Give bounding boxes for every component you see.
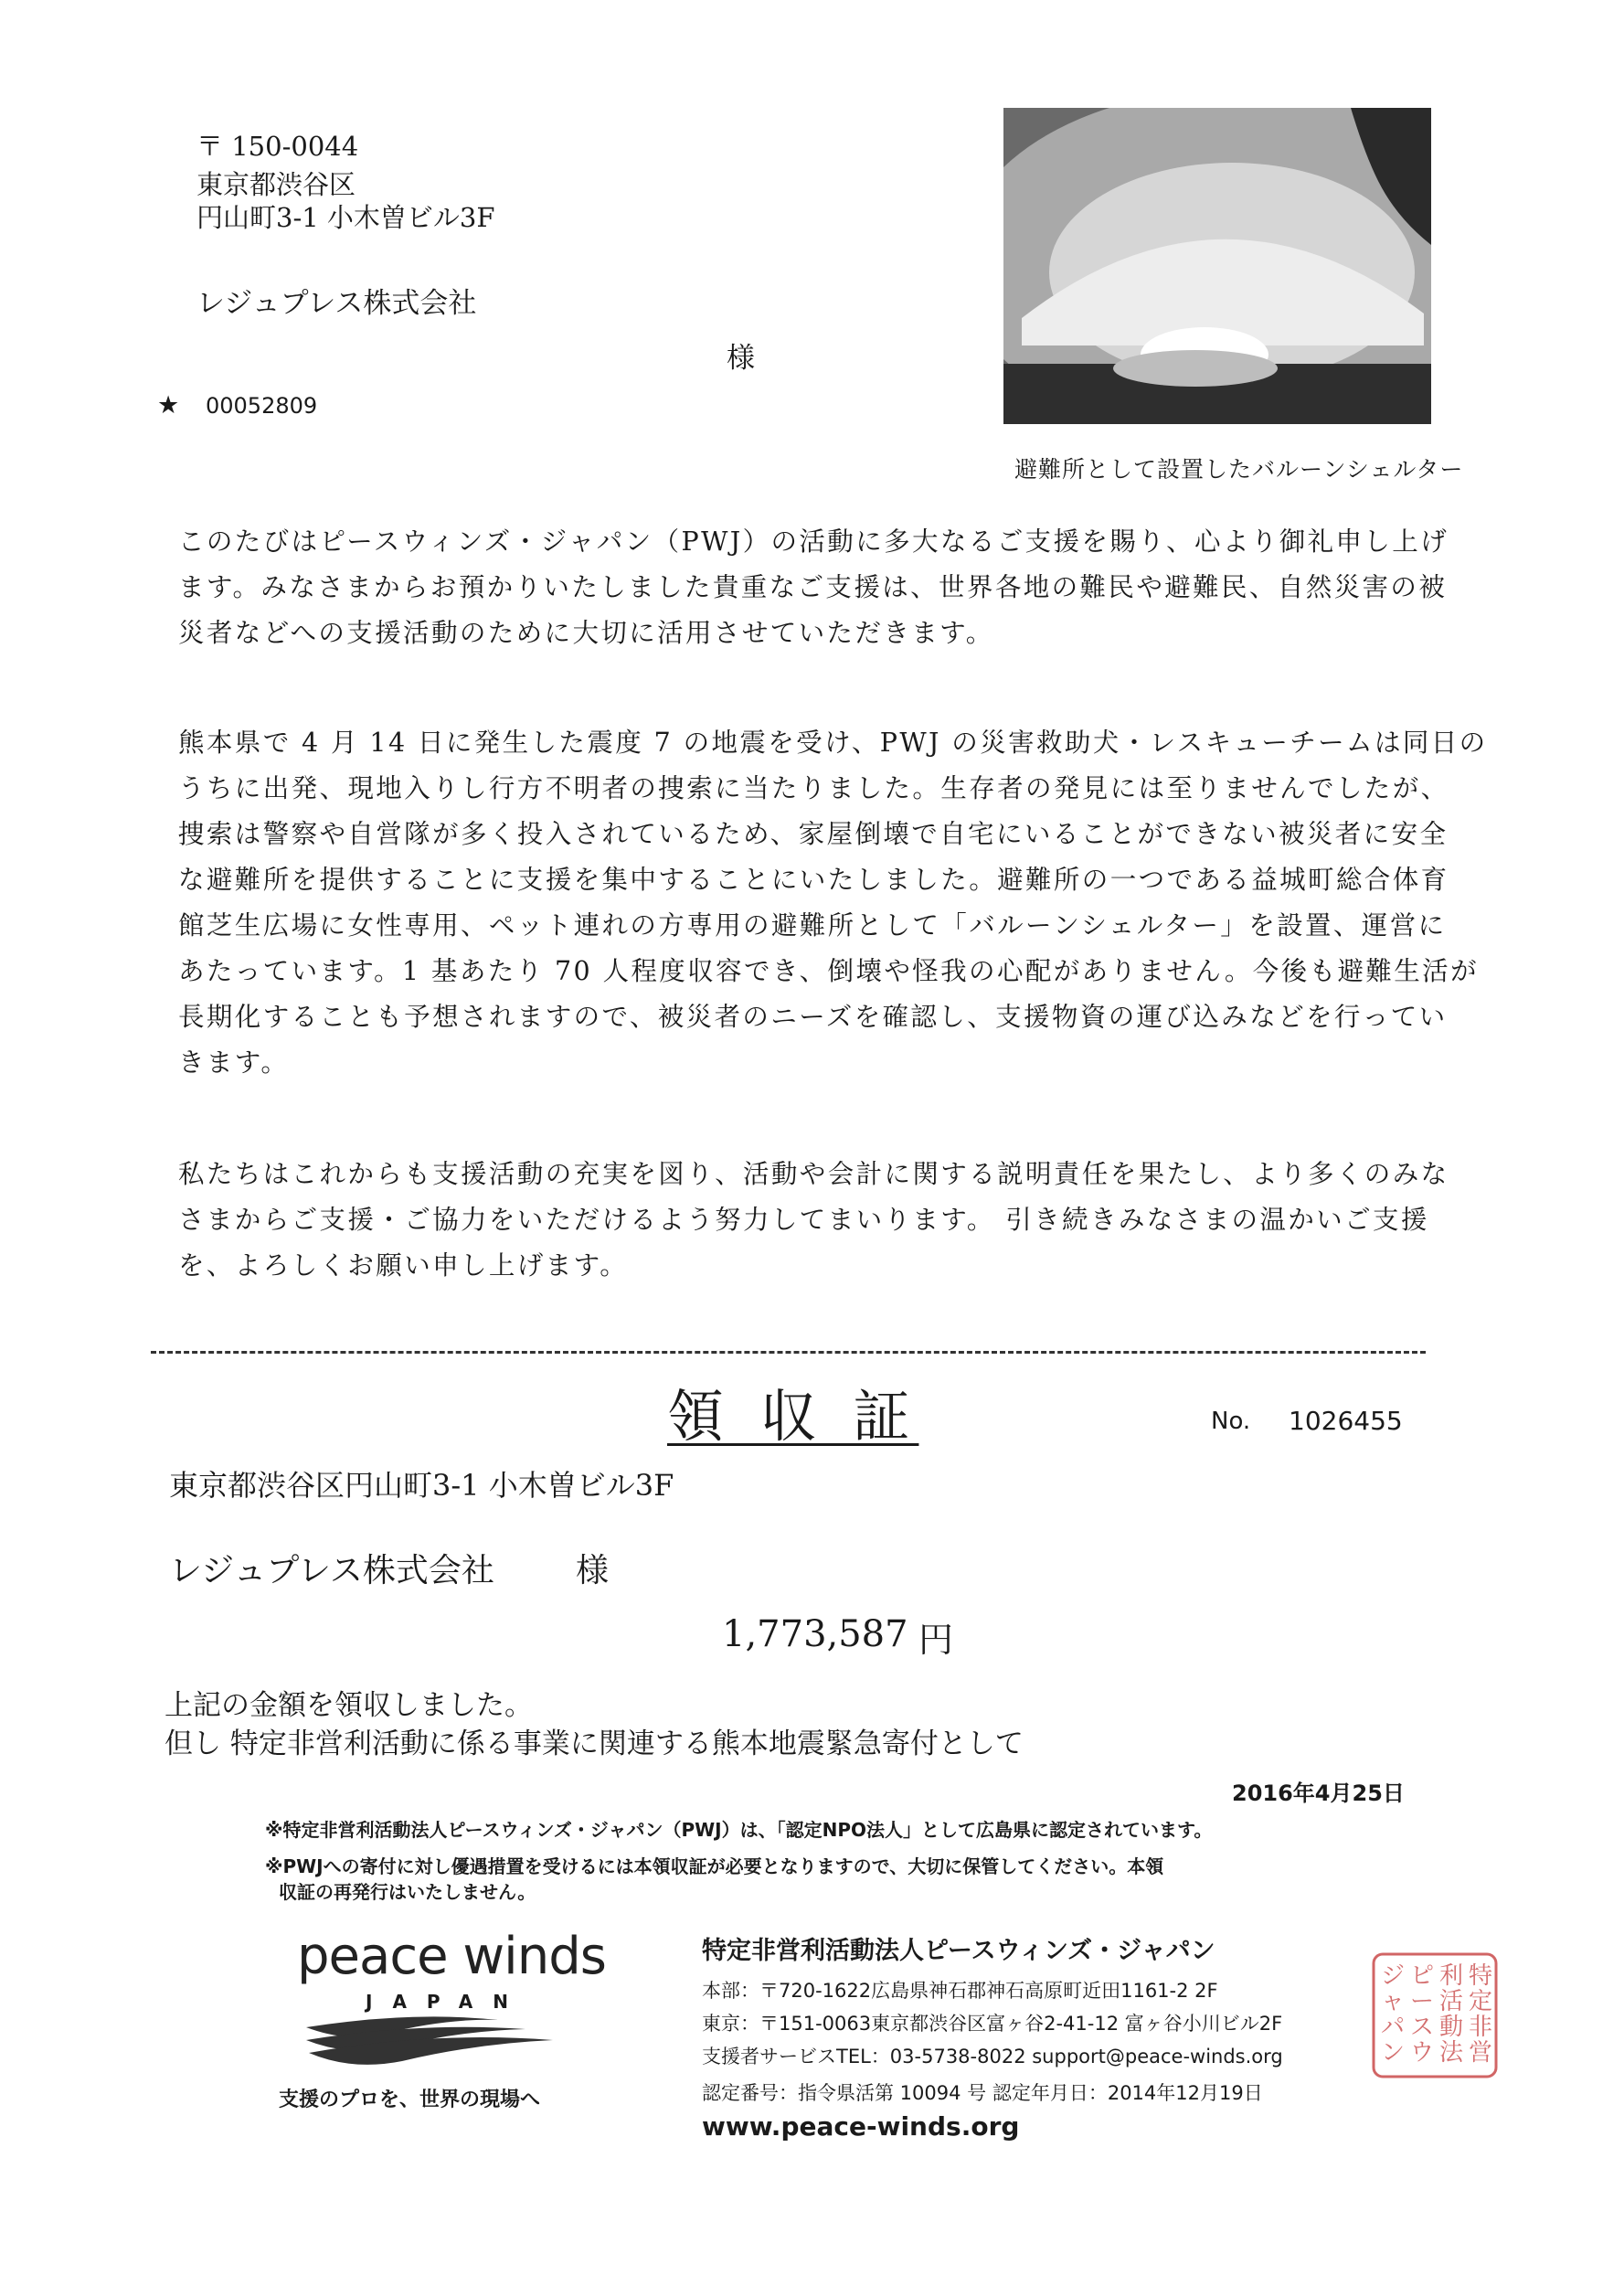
paragraph-line: 長期化することも予想されますので、被災者のニーズを確認し、支援物資の運び込みなどを行ってい <box>178 1002 1448 1032</box>
svg-text:法: 法 <box>1439 2039 1464 2067</box>
letter-paragraph-3 <box>178 1152 1449 1289</box>
paragraph-line: ます。みなさまからお預かりいたしました貴重なご支援は、世界各地の難民や避難民、自然災害の被 <box>178 572 1448 602</box>
letter-paragraph-2 <box>178 720 1488 1086</box>
balloon-shelter-photo <box>1003 108 1431 424</box>
svg-text:ス: ス <box>1410 2014 1435 2041</box>
paragraph-line: さまからご支援・ご協力をいただけるよう努力してまいります。 引き続きみなさまの温かいご支援 <box>178 1205 1429 1235</box>
organization-hq: 本部：〒720-1622広島県神石郡神石高原町近田1161-2 2F <box>702 1980 1218 2002</box>
receipt-no-label: No. <box>1211 1408 1251 1435</box>
receipt-address: 東京都渋谷区円山町3-1 小木曽ビル3F <box>169 1468 674 1503</box>
logo-tagline: 支援のプロを、世界の現場へ <box>279 2089 541 2111</box>
svg-text:特: 特 <box>1469 1962 1493 1990</box>
receipt-purpose: 但し 特定非営利活動に係る事業に関連する熊本地震緊急寄付として <box>165 1727 1024 1760</box>
receipt-amount: 1,773,587 <box>722 1613 908 1655</box>
paragraph-line: 私たちはこれからも支援活動の充実を図り、活動や会計に関する説明責任を果たし、より多くのみな <box>178 1159 1449 1189</box>
cut-line-divider <box>151 1351 1426 1354</box>
paragraph-line: 熊本県で 4 月 14 日に発生した震度 7 の地震を受け、PWJ の災害救助犬・レスキューチームは同日の <box>178 728 1488 758</box>
star-mark: ★ <box>157 391 180 420</box>
peace-winds-logo-text: peace winds <box>297 1927 606 1986</box>
organization-url: www.peace-winds.org <box>702 2111 1020 2142</box>
svg-text:パ: パ <box>1381 2014 1406 2041</box>
svg-text:ャ: ャ <box>1381 1988 1406 2015</box>
svg-text:ジ: ジ <box>1381 1962 1406 1990</box>
receipt-currency: 円 <box>918 1620 954 1660</box>
recipient-honorific: 様 <box>727 342 755 375</box>
svg-text:営: 営 <box>1469 2039 1493 2067</box>
paragraph-line: 館芝生広場に女性専用、ペット連れの方専用の避難所として「バルーンシェルター」を設置、運営に <box>178 910 1447 941</box>
svg-text:ン: ン <box>1381 2039 1406 2067</box>
organization-tokyo: 東京：〒151-0063東京都渋谷区富ヶ谷2-41-12 富ヶ谷小川ビル2F <box>702 2013 1283 2035</box>
letter-paragraph-1 <box>178 519 1449 656</box>
svg-text:定: 定 <box>1469 1988 1493 2015</box>
paragraph-line: 災者などへの支援活動のために大切に活用させていただきます。 <box>178 618 994 648</box>
receipt-title: 領 収 証 <box>667 1383 919 1450</box>
receipt-statement: 上記の金額を領収しました。 <box>165 1689 533 1722</box>
svg-text:ピ: ピ <box>1410 1962 1435 1990</box>
peace-winds-logo-sub: JAPAN <box>366 1991 528 2013</box>
svg-text:ー: ー <box>1410 1988 1435 2015</box>
svg-text:非: 非 <box>1469 2014 1493 2041</box>
receipt-number: 1026455 <box>1289 1406 1403 1436</box>
footnote-tax-line-1: ※PWJへの寄付に対し優遇措置を受けるには本領収証が必要となりますので、大切に保管してください。本領 <box>265 1855 1164 1877</box>
svg-text:利: 利 <box>1439 1962 1464 1990</box>
organization-seal-stamp <box>1366 1947 1503 2084</box>
postal-code: 〒 150-0044 <box>196 131 359 162</box>
paragraph-line: な避難所を提供することに支援を集中することにいたしました。避難所の一つである益城町総合体育 <box>178 865 1449 895</box>
svg-text:ウ: ウ <box>1410 2039 1435 2067</box>
photo-caption: 避難所として設置したバルーンシェルター <box>1014 456 1464 483</box>
footnote-certification: ※特定非営利活動法人ピースウィンズ・ジャパン（PWJ）は、「認定NPO法人」として広島県に認定されています。 <box>265 1819 1213 1841</box>
address-line-2: 円山町3-1 小木曽ビル3F <box>196 202 495 233</box>
organization-name: 特定非営利活動法人ピースウィンズ・ジャパン <box>702 1937 1215 1965</box>
paragraph-line: うちに出発、現地入りし行方不明者の捜索に当たりました。生存者の発見には至りませんでしたが、 <box>178 773 1449 803</box>
customer-number: 00052809 <box>206 393 318 419</box>
recipient-company: レジュプレス株式会社 <box>196 287 477 320</box>
svg-text:動: 動 <box>1439 2014 1464 2041</box>
receipt-company: レジュプレス株式会社 <box>169 1552 494 1589</box>
footnote-tax-line-2: 収証の再発行はいたしません。 <box>279 1881 536 1903</box>
organization-support: 支援者サービスTEL：03-5738-8022 support@peace-winds.org <box>702 2046 1283 2067</box>
receipt-date: 2016年4月25日 <box>1232 1780 1405 1806</box>
receipt-honorific: 様 <box>576 1552 610 1589</box>
paragraph-line: このたびはピースウィンズ・ジャパン（PWJ）の活動に多大なるご支援を賜り、心より御礼申し上げ <box>178 526 1449 557</box>
paragraph-line: 捜索は警察や自営隊が多く投入されているため、家屋倒壊で自宅にいることができない被災者に安全 <box>178 819 1449 849</box>
paragraph-line: きます。 <box>178 1047 290 1078</box>
wave-logo-icon <box>302 2011 576 2078</box>
organization-certification: 認定番号：指令県活第 10094 号 認定年月日：2014年12月19日 <box>702 2082 1263 2104</box>
paragraph-line: を、よろしくお願い申し上げます。 <box>178 1250 629 1281</box>
paragraph-line: あたっています。1 基あたり 70 人程度収容でき、倒壊や怪我の心配がありません。今後も避難生活が <box>178 956 1479 986</box>
svg-text:活: 活 <box>1439 1988 1464 2015</box>
address-line-1: 東京都渋谷区 <box>196 169 356 200</box>
